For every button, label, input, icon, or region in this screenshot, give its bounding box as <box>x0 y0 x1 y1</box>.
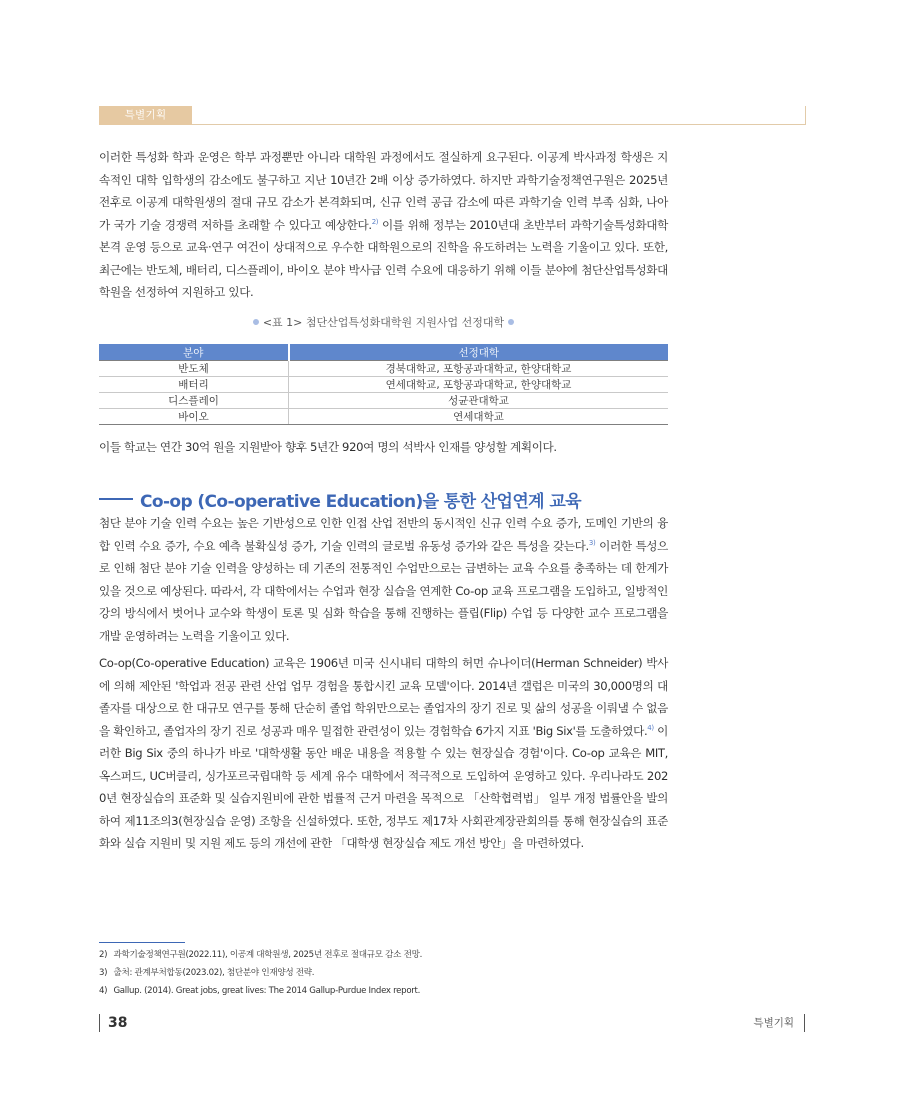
footnote <box>99 946 699 964</box>
footnote-ref[interactable]: 4) <box>647 723 654 732</box>
footnote-text: 과학기술정책연구원(2022.11), 이공계 대학원생, 2025년 전후로 절대규모 감소 전망. <box>113 950 423 960</box>
table-cell: 디스플레이 <box>99 393 289 409</box>
paragraph-demand <box>99 512 668 647</box>
footnote <box>99 964 699 982</box>
table-row <box>99 393 668 409</box>
section-title: Co-op (Co-operative Education)을 통한 산업연계 교육 <box>140 491 581 512</box>
table-caption <box>99 314 668 330</box>
footnote-number: 3) <box>99 968 108 978</box>
table-cell: 바이오 <box>99 409 289 425</box>
footnote-ref[interactable]: 3) <box>588 538 596 547</box>
bullet-dot-icon <box>508 319 514 325</box>
paragraph-text: Co-op(Co-operative Education) 교육은 1906년 미국 신시내티 대학의 허먼 슈나이더(Herman Schneider) 박사에 의해 제안된 '학업과 전공 관련 산업 업무 경험을 통합시킨 교육 모델'이다. 2014년 갤럽은 미국의 30,000명의 대졸자를 대상으로 한 대규모 연구를 통해 단순히 졸업 학위만으로는 졸업자의 장기 진로 및 삶의 성공을 이뤄낼 수 없음을 확인하고, 졸업자의 장기 진로 성공과 매우 밀접한 관련성이 있는 경험학습 6가지 지표 'Big Six'를 도출하였다. <box>99 656 668 738</box>
section-heading <box>99 486 581 512</box>
header-rule-end <box>805 106 806 125</box>
paragraph-text: 이러한 특성화 학과 운영은 학부 과정뿐만 아니라 대학원 과정에서도 절실하게 요구된다. 이공계 박사과정 학생은 지속적인 대학 입학생의 감소에도 불구하고 지난 10년간 2배 이상 증가하였다. 하지만 과학기술정책연구원은 2025년 전후로 이공계 대학원생의 절대 규모 감소가 본격화되며, 신규 인력 공급 감소에 따른 과학기술 인력 부족 심화, 나아가 국가 기술 경쟁력 저하를 초래할 수 있다고 예상한다. <box>99 150 668 232</box>
paragraph-text: 이러한 특성으로 인해 첨단 분야 기술 인력을 양성하는 데 기존의 전통적인 수업만으로는 급변하는 교육 수요를 충족하는 데 한계가 있을 것으로 예상된다. 따라서, 각 대학에서는 수업과 현장 실습을 연계한 Co-op 교육 프로그램을 도입하고, 일방적인 강의 방식에서 벗어나 교수와 학생이 토론 및 심화 학습을 통해 진행하는 플립(Flip) 수업 등 다양한 교수 프로그램을 개발 운영하려는 노력을 기울이고 있다. <box>99 538 669 643</box>
table-header-row <box>99 344 668 361</box>
paragraph-text: 이러한 Big Six 중의 하나가 바로 '대학생활 동안 배운 내용을 적용할 수 있는 현장실습 경험'이다. Co-op 교육은 MIT, 옥스퍼드, UC버클리, 싱가포르국립대학 등 세계 유수 대학에서 적극적으로 도입하여 운영하고 있다. 우리나라도 2020년 현장실습의 표준화 및 실습지원비에 관한 법률적 근거 마련을 목적으로 「산학협력법」 일부 개정 법률안을 발의하여 제11조의3(현장실습 운영) 조항을 신설하였다. 또한, 정부도 제17차 사회관계장관회의를 통해 현장실습의 표준화와 실습 지원비 및 지원 제도 등의 개선에 관한 「대학생 현장실습 제도 개선 방안」을 마련하였다. <box>99 723 668 850</box>
footnotes <box>99 946 699 1000</box>
paragraph-intro <box>99 146 668 304</box>
table-cell: 배터리 <box>99 377 289 393</box>
footnote <box>99 982 699 1000</box>
paragraph-text: 첨단 분야 기술 인력 수요는 높은 기반성으로 인한 인접 산업 전반의 동시적인 신규 인력 수요 증가, 도메인 기반의 융합 인력 수요 증가, 수요 예측 불확실성 증가, 기술 인력의 글로벌 유동성 증가와 같은 특성을 갖는다. <box>99 516 668 553</box>
page-number: 38 <box>99 1014 127 1032</box>
paragraph-text: 이를 위해 정부는 2010년대 초반부터 과학기술특성화대학 본격 운영 등으로 교육·연구 여건이 상대적으로 우수한 대학원으로의 진학을 유도하려는 노력을 기울이고 있다. 또한, 최근에는 반도체, 배터리, 디스플레이, 바이오 분야 박사급 인력 수요에 대응하기 위해 이들 분야에 첨단산업특성화대학원을 선정하여 지원하고 있다. <box>99 217 668 299</box>
table-row <box>99 377 668 393</box>
header-rule <box>192 124 805 125</box>
footnote-number: 4) <box>99 986 108 996</box>
column-header-university: 선정대학 <box>289 344 669 361</box>
table-caption-text: <표 1> 첨단산업특성화대학원 지원사업 선정대학 <box>262 316 505 329</box>
paragraph-coop <box>99 652 668 855</box>
footnote-text: 출처: 관계부처합동(2023.02), 첨단분야 인재양성 전략. <box>113 968 315 978</box>
heading-rule <box>99 498 133 500</box>
paragraph-funding: 이들 학교는 연간 30억 원을 지원받아 향후 5년간 920여 명의 석박사 인재를 양성할 계획이다. <box>99 440 557 454</box>
footnote-ref[interactable]: 2) <box>371 217 379 226</box>
table-cell: 반도체 <box>99 361 289 377</box>
table-cell: 연세대학교 <box>289 409 669 425</box>
footnote-number: 2) <box>99 950 108 960</box>
footnote-text: Gallup. (2014). Great jobs, great lives: The 2014 Gallup-Purdue Index report. <box>113 986 421 996</box>
selected-universities-table <box>99 344 668 425</box>
column-header-field: 분야 <box>99 344 289 361</box>
bullet-dot-icon <box>253 319 259 325</box>
table-cell: 경북대학교, 포항공과대학교, 한양대학교 <box>289 361 669 377</box>
table-cell: 연세대학교, 포항공과대학교, 한양대학교 <box>289 377 669 393</box>
table-cell: 성균관대학교 <box>289 393 669 409</box>
footer-section-label: 특별기획 <box>753 1014 805 1032</box>
table-row <box>99 409 668 425</box>
table-row <box>99 361 668 377</box>
footnote-rule <box>99 942 185 943</box>
section-tag: 특별기획 <box>99 106 192 125</box>
